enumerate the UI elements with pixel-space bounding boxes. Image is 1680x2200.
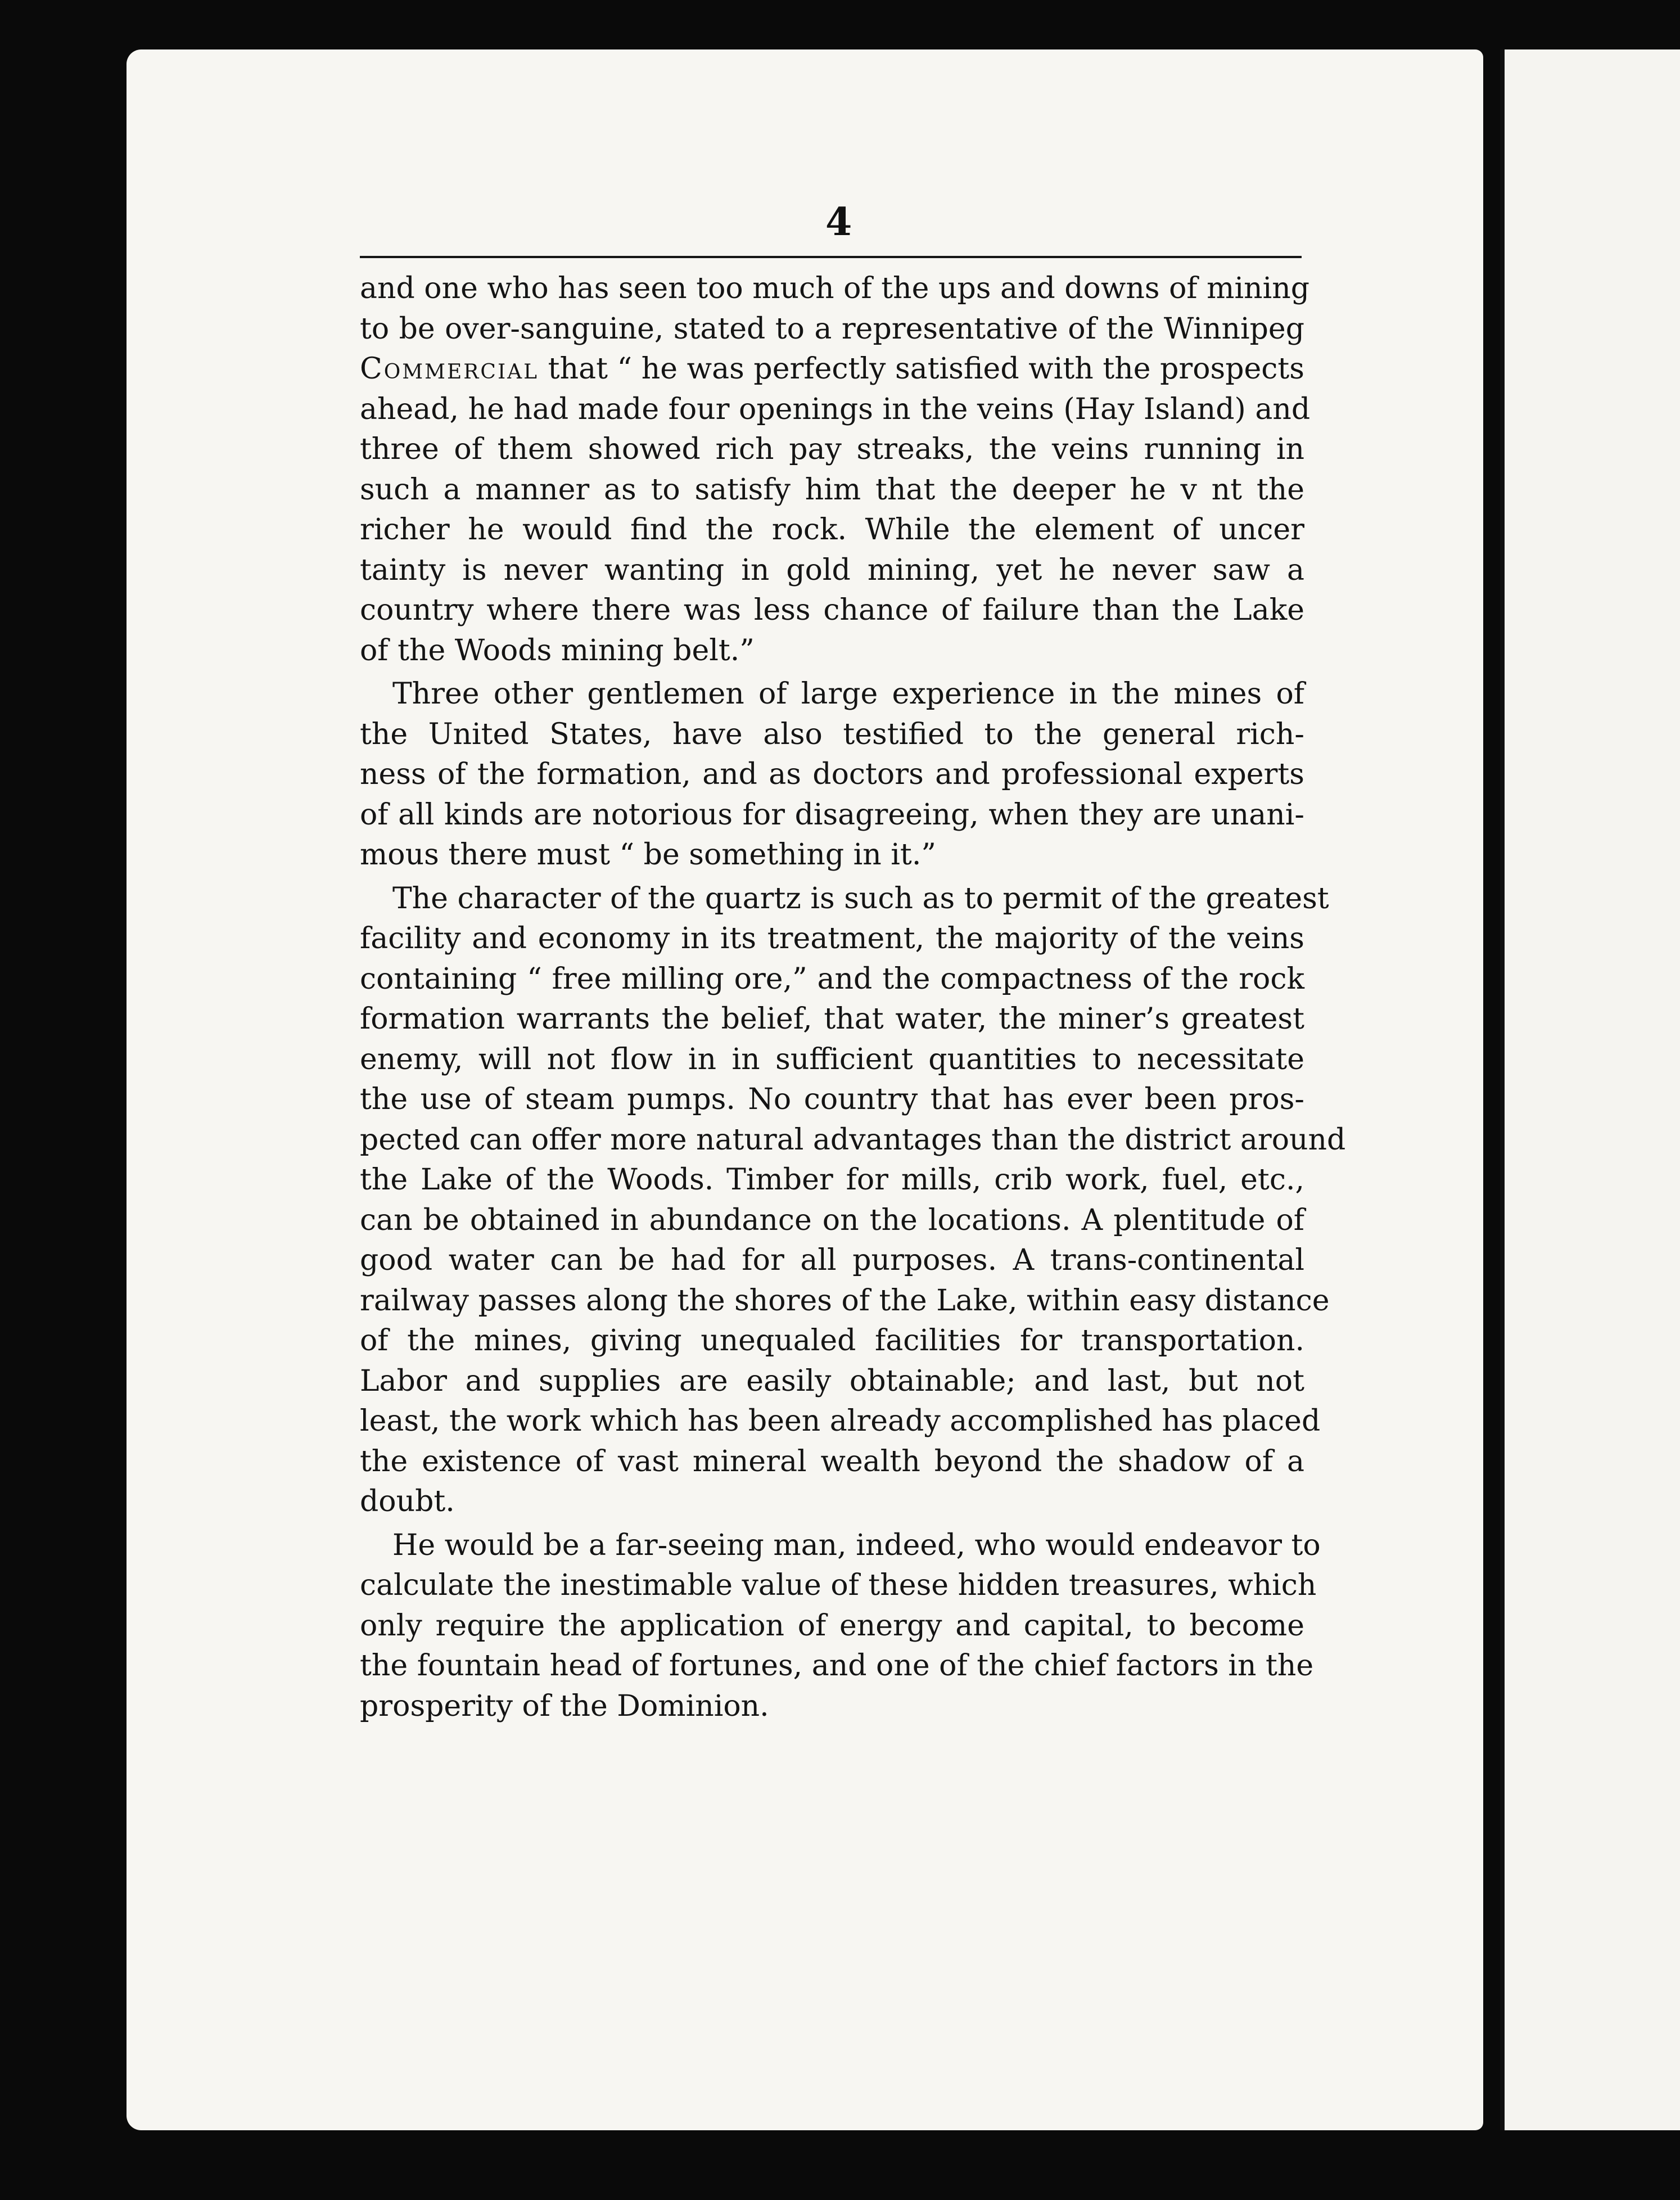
newspaper-name: Commercial [360,352,539,386]
body-text [360,269,1346,1726]
line-text: that “ he was perfectly satisfied with the prospects [539,352,1304,386]
facing-page-edge [1500,49,1680,2130]
text-line: ahead, he had made four openings in the veins (Hay Island) and [360,392,1311,426]
text-line: He would be a far-seeing man, indeed, who would endeavor to [392,1528,1321,1562]
text-line: to be over-sanguine, stated to a representative of the Winnipeg [360,312,1304,346]
text-line: can be obtained in abundance on the locations. A plentitude of [360,1203,1304,1237]
text-line: containing “ free milling ore,” and the compactness of the rock [360,962,1304,996]
paragraph [360,1526,1321,1727]
text-line: of all kinds are notorious for disagreeing, when they are unani- [360,797,1304,832]
text-line: formation warrants the belief, that water, the miner’s greatest [360,1002,1304,1036]
paragraph [360,674,1304,876]
text-line: such a manner as to satisfy him that the deeper he v nt the [360,472,1304,507]
text-line: the use of steam pumps. No country that has ever been pros- [360,1083,1304,1116]
text-line: enemy, will not flow in in sufficient quantities to necessitate [360,1042,1304,1076]
text-line: railway passes along the shores of the Lake, within easy distance [360,1283,1330,1318]
text-line: prosperity of the Dominion. [360,1689,769,1723]
text-line: of the mines, giving unequaled facilities for transportation. [360,1324,1304,1358]
text-line: tainty is never wanting in gold mining, yet he never saw a [360,553,1304,587]
text-line: Three other gentlemen of large experience in the mines of [392,677,1304,711]
text-line: mous there must “ be something in it.” [360,838,936,872]
text-line: least, the work which has been already accomplished has placed [360,1404,1321,1438]
page-number: 4 [825,200,852,245]
paragraph [360,269,1311,671]
text-line: the fountain head of fortunes, and one of the chief factors in the [360,1649,1314,1683]
text-line: the existence of vast mineral wealth beyond the shadow of a [360,1444,1304,1478]
text-line: pected can offer more natural advantages than the district around [360,1122,1346,1157]
text-line: of the Woods mining belt.” [360,633,755,668]
text-line: facility and economy in its treatment, the majority of the veins [360,922,1304,955]
text-line: and one who has seen too much of the ups and downs of mining [360,272,1309,305]
paragraph [360,879,1346,1522]
text-line: richer he would find the rock. While the element of uncer [360,513,1304,547]
text-line: country where there was less chance of failure than the Lake [360,593,1304,627]
text-line: doubt. [360,1485,455,1518]
text-line: The character of the quartz is such as to permit of the greatest [392,881,1329,916]
header-rule [360,256,1302,258]
text-line: ness of the formation, and as doctors and professional experts [360,758,1304,791]
text-line: only require the application of energy and capital, to become [360,1608,1304,1643]
text-line [360,349,1304,390]
text-line: calculate the inestimable value of these hidden treasures, which [360,1568,1317,1602]
text-line: the United States, have also testified to the general rich- [360,717,1304,751]
text-line: the Lake of the Woods. Timber for mills, crib work, fuel, etc., [360,1163,1304,1197]
text-line: Labor and supplies are easily obtainable; and last, but not [360,1364,1304,1398]
text-line: three of them showed rich pay streaks, the veins running in [360,432,1304,466]
text-line: good water can be had for all purposes. A trans-continental [360,1243,1304,1277]
